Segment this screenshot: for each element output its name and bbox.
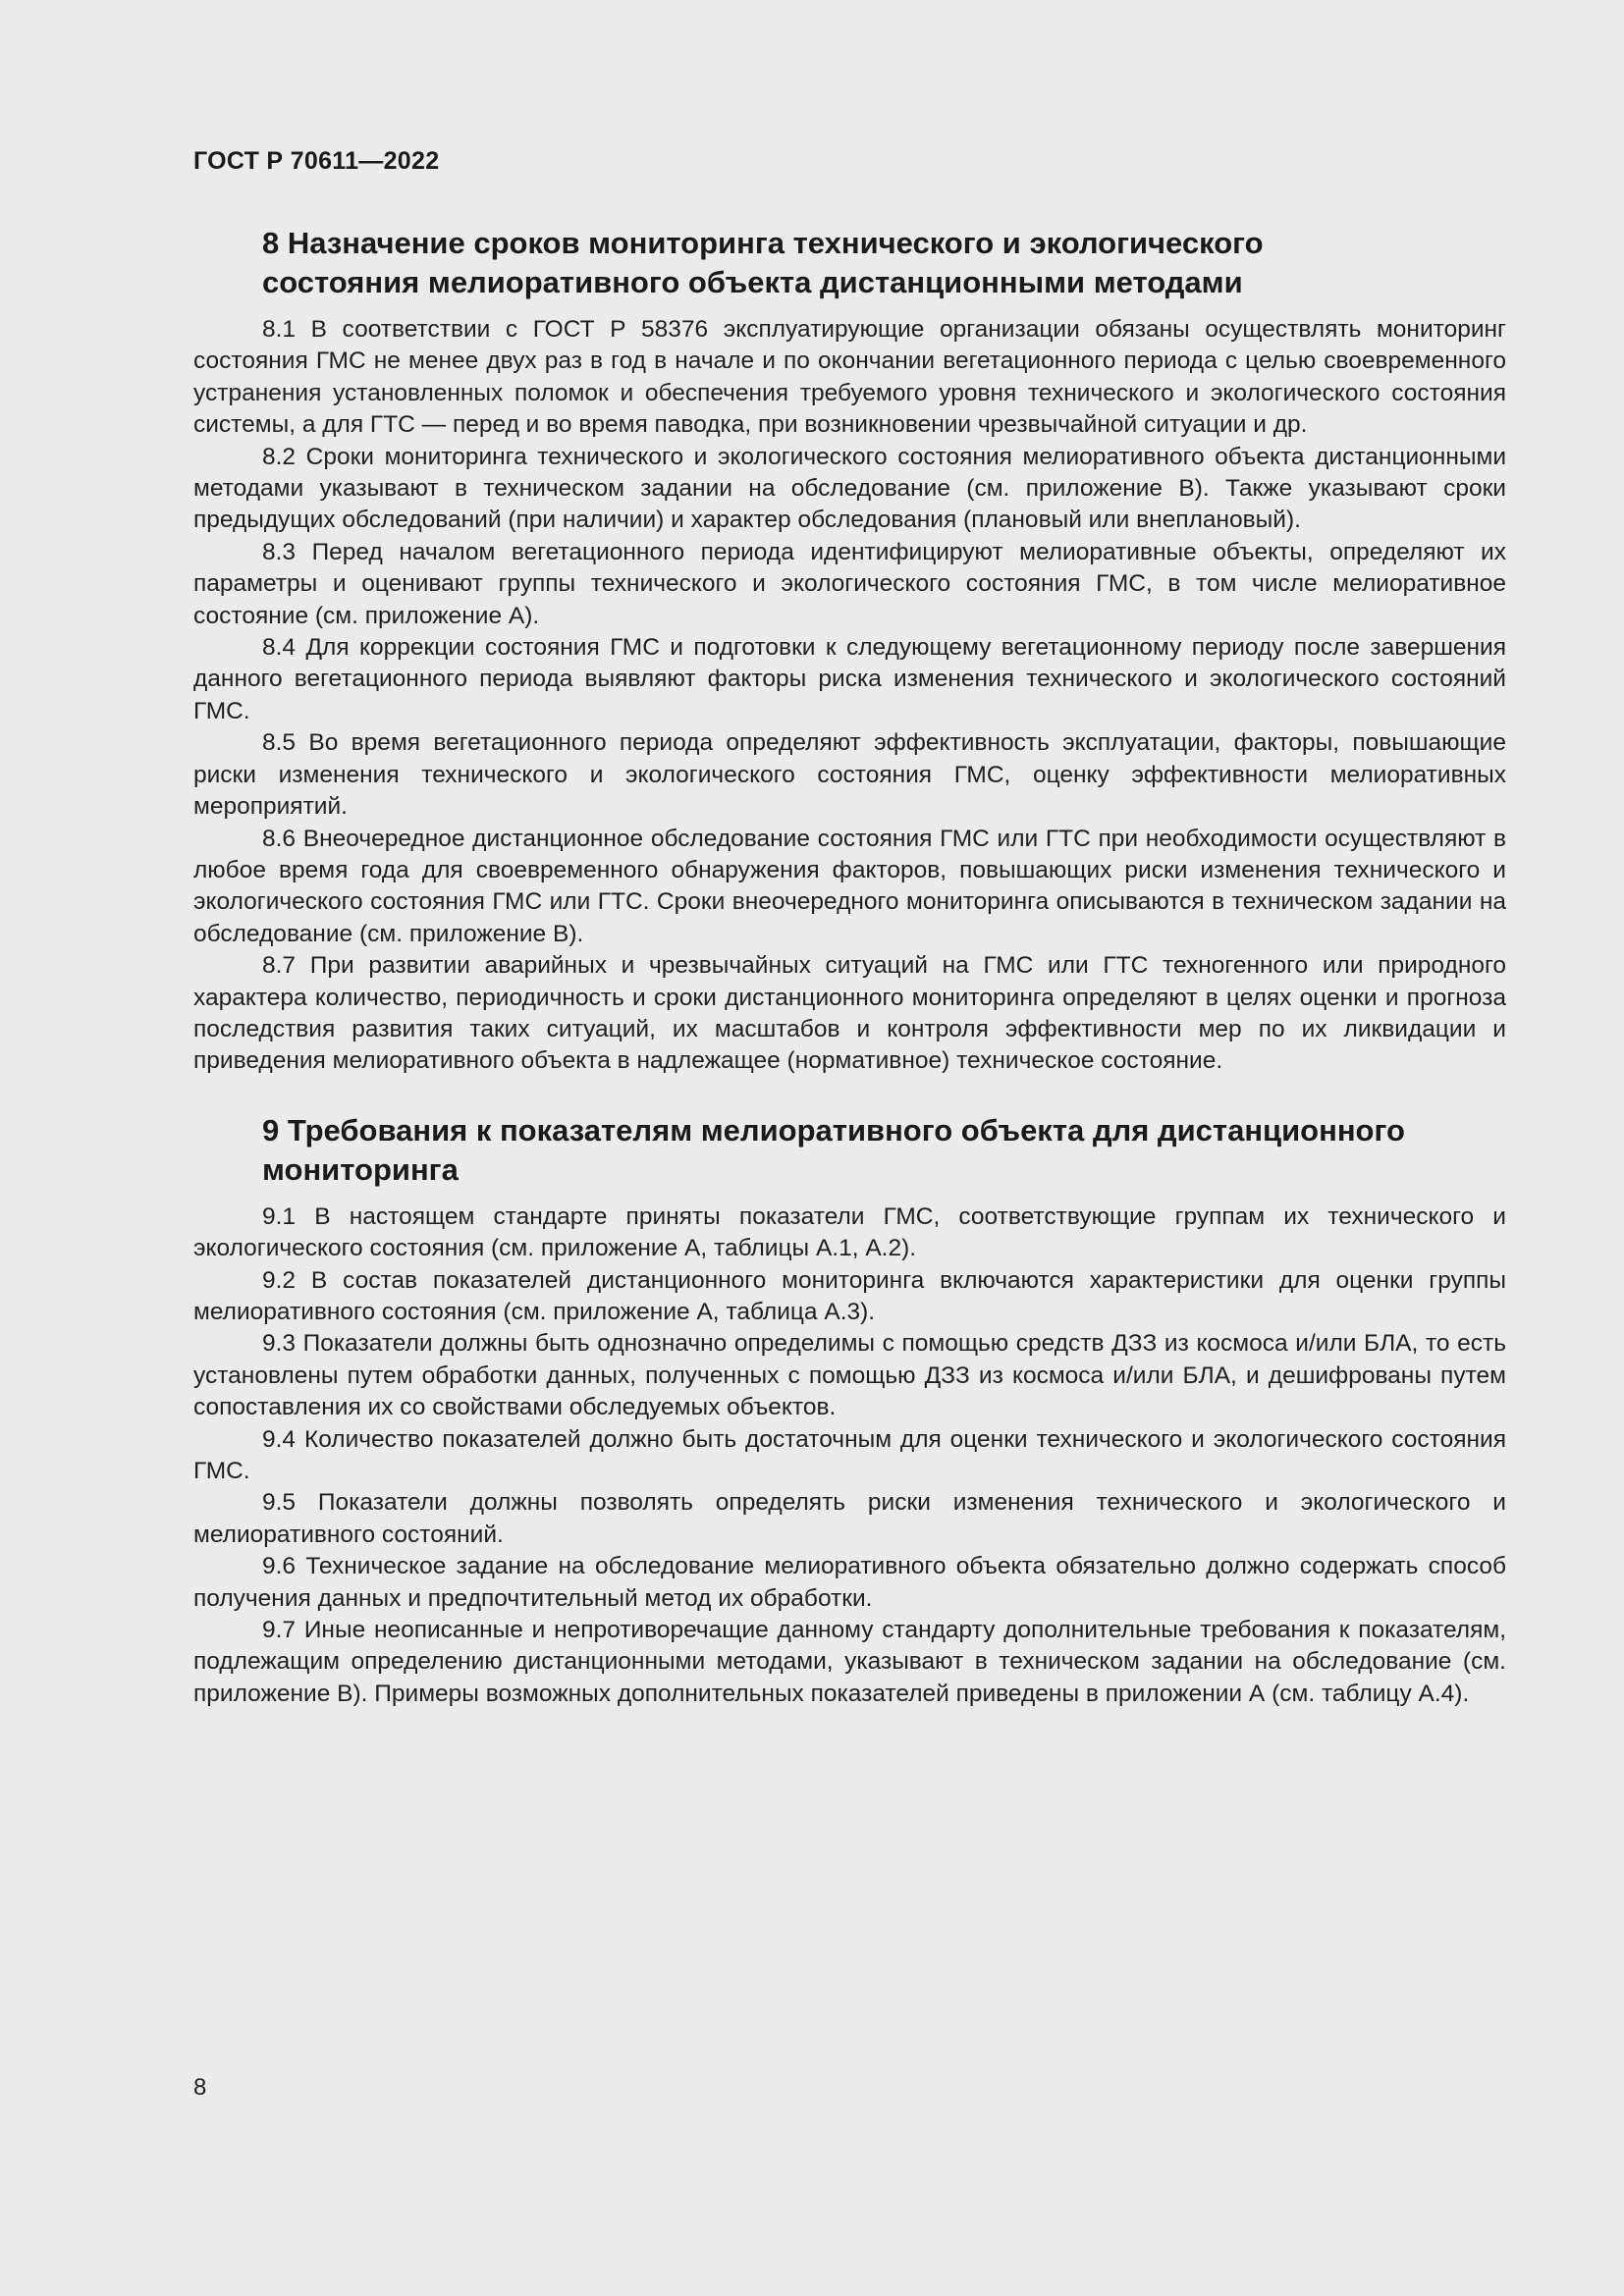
- paragraph-8-6: 8.6 Внеочередное дистанционное обследование состояния ГМС или ГТС при необходимости осуществляют в любое время года для своевременного обнаружения факторов, повышающих риски изменения технического и экологического состояния ГМС или ГТС. Сроки внеочередного мониторинга описываются в техническом задании на обследование (см. приложение В).: [193, 825, 1506, 947]
- section-9-title: [193, 1111, 1506, 1190]
- section-8-title: [193, 224, 1506, 302]
- paragraph-8-2: 8.2 Сроки мониторинга технического и экологического состояния мелиоративного объекта дистанционными методами указывают в техническом задании на обследование (см. приложение В). Также указывают сроки предыдущих обследований (при наличии) и характер обследования (плановый или внеплановый).: [193, 443, 1506, 534]
- document-code-header: ГОСТ Р 70611—2022: [193, 147, 440, 175]
- paragraph-8-1: 8.1 В соответствии с ГОСТ Р 58376 эксплуатирующие организации обязаны осуществлять мониторинг состояния ГМС не менее двух раз в год в начале и по окончании вегетационного периода с целью своевременного устранения установленных поломок и обеспечения требуемого уровня технического и экологического состояния системы, а для ГТС — перед и во время паводка, при возникновении чрезвычайной ситуации и др.: [193, 316, 1506, 439]
- paragraph-9-3: 9.3 Показатели должны быть однозначно определимы с помощью средств ДЗЗ из космоса и/или БЛА, то есть установлены путем обработки данных, полученных с помощью ДЗЗ из космоса и/или БЛА, и дешифрованы путем сопоставления их со свойствами обследуемых объектов.: [193, 1330, 1506, 1421]
- section-8-title-line-1: 8 Назначение сроков мониторинга технического и экологического: [262, 226, 1264, 260]
- paragraph-8-4: 8.4 Для коррекции состояния ГМС и подготовки к следующему вегетационному периоду после завершения данного вегетационного периода выявляют факторы риска изменения технического и экологического состояний ГМС.: [193, 634, 1506, 724]
- paragraph-8-5: 8.5 Во время вегетационного периода определяют эффективность эксплуатации, факторы, повышающие риски изменения технического и экологического состояния ГМС, оценку эффективности мелиоративных мероприятий.: [193, 729, 1506, 821]
- page-number: 8: [193, 2074, 207, 2101]
- section-9-title-line-2: мониторинга: [262, 1151, 459, 1187]
- section-8-body: [193, 314, 1506, 1078]
- section-9-body: [193, 1201, 1506, 1711]
- section-9-title-line-1: 9 Требования к показателям мелиоративного объекта для дистанционного: [262, 1112, 1405, 1148]
- paragraph-8-3: 8.3 Перед началом вегетационного периода идентифицируют мелиоративные объекты, определяют их параметры и оценивают группы технического и экологического состояния ГМС, в том числе мелиоративное состояние (см. приложение А).: [193, 538, 1506, 629]
- paragraph-9-6: 9.6 Техническое задание на обследование мелиоративного объекта обязательно должно содержать способ получения данных и предпочтительный метод их обработки.: [193, 1553, 1506, 1612]
- section-8-title-line-2: состояния мелиоративного объекта дистанционными методами: [262, 265, 1243, 299]
- page-content: [193, 224, 1506, 1710]
- paragraph-9-2: 9.2 В состав показателей дистанционного мониторинга включаются характеристики для оценки группы мелиоративного состояния (см. приложение А, таблица А.3).: [193, 1266, 1506, 1325]
- paragraph-8-7: 8.7 При развитии аварийных и чрезвычайных ситуаций на ГМС или ГТС техногенного или природного характера количество, периодичность и сроки дистанционного мониторинга определяют в целях оценки и прогноза последствия развития таких ситуаций, их масштабов и контроля эффективности мер по их ликвидации и приведения мелиоративного объекта в надлежащее (нормативное) техническое состояние.: [193, 952, 1506, 1075]
- paragraph-9-1: 9.1 В настоящем стандарте приняты показатели ГМС, соответствующие группам их технического и экологического состояния (см. приложение А, таблицы А.1, А.2).: [193, 1202, 1506, 1262]
- paragraph-9-5: 9.5 Показатели должны позволять определять риски изменения технического и экологического и мелиоративного состояний.: [193, 1489, 1506, 1548]
- paragraph-9-4: 9.4 Количество показателей должно быть достаточным для оценки технического и экологического состояния ГМС.: [193, 1425, 1506, 1484]
- paragraph-9-7: 9.7 Иные неописанные и непротиворечащие данному стандарту дополнительные требования к показателям, подлежащим определению дистанционными методами, указывают в техническом задании на обследование (см. приложение В). Примеры возможных дополнительных показателей приведены в приложении А (см. таблицу А.4).: [193, 1617, 1506, 1707]
